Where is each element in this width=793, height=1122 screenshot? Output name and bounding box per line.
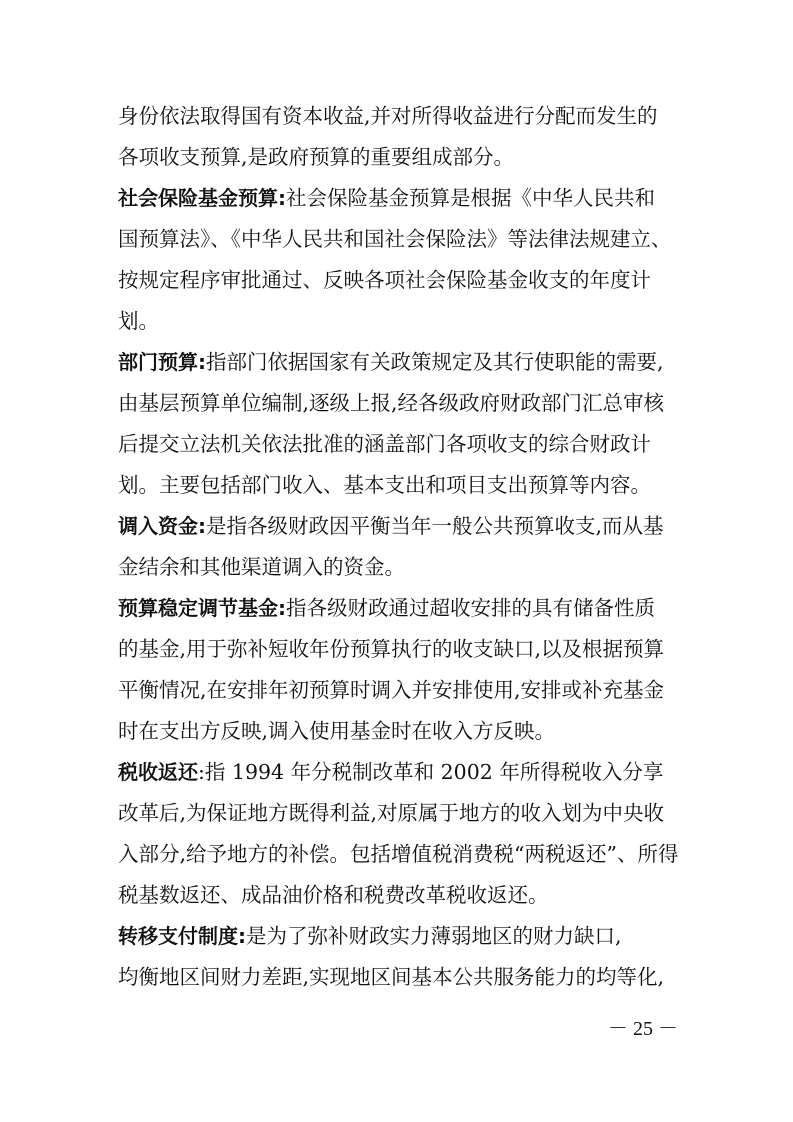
line-text: 是指各级财政因平衡当年一般公共预算收支,而从基 xyxy=(206,514,664,538)
term-label: 部门预算: xyxy=(118,350,206,374)
line-text: 指各级财政通过超收安排的具有储备性质 xyxy=(286,596,655,620)
text-line-14 xyxy=(118,629,678,670)
term-label: 税收返还 xyxy=(118,760,198,784)
line-text: 由基层预算单位编制,逐级上报,经各级政府财政部门汇总审核 xyxy=(118,391,665,415)
text-line-2 xyxy=(118,137,678,178)
line-text: 税基数返还、成品油价格和税费改革税收返还。 xyxy=(118,883,549,907)
line-text: 均衡地区间财力差距,实现地区间基本公共服务能力的均等化, xyxy=(118,965,665,989)
text-line-17 xyxy=(118,752,678,793)
text-line-9 xyxy=(118,424,678,465)
text-line-19 xyxy=(118,834,678,875)
text-line-7 xyxy=(118,342,678,383)
line-text: 是为了弥补财政实力薄弱地区的财力缺口, xyxy=(246,924,622,948)
line-text: 社会保险基金预算是根据《中华人民共和 xyxy=(286,186,655,210)
term-label: 社会保险基金预算: xyxy=(118,186,286,210)
line-text: 划。主要包括部门收入、基本支出和项目支出预算等内容。 xyxy=(118,473,651,497)
line-text: 平衡情况,在安排年初预算时调入并安排使用,安排或补充基金 xyxy=(118,678,665,702)
page-number: － 25 － xyxy=(608,1018,678,1040)
text-line-15 xyxy=(118,670,678,711)
line-text: 金结余和其他渠道调入的资金。 xyxy=(118,555,405,579)
line-text: 身份依法取得国有资本收益,并对所得收益进行分配而发生的 xyxy=(118,104,658,128)
text-line-16 xyxy=(118,711,678,752)
line-text: 改革后,为保证地方既得利益,对原属于地方的收入划为中央收 xyxy=(118,801,665,825)
text-line-11 xyxy=(118,506,678,547)
term-label: 预算稳定调节基金: xyxy=(118,596,286,620)
line-text: 时在支出方反映,调入使用基金时在收入方反映。 xyxy=(118,719,556,743)
text-line-18 xyxy=(118,793,678,834)
line-text: 指部门依据国家有关政策规定及其行使职能的需要, xyxy=(206,350,664,374)
text-line-1 xyxy=(118,96,678,137)
term-label: 调入资金: xyxy=(118,514,206,538)
text-line-21 xyxy=(118,916,678,957)
body-text xyxy=(118,96,678,998)
text-line-22 xyxy=(118,957,678,998)
line-text: 各项收支预算,是政府预算的重要组成部分。 xyxy=(118,145,515,169)
line-text: 入部分,给予地方的补偿。包括增值税消费税“两税返还”、所得 xyxy=(118,842,678,866)
text-line-13 xyxy=(118,588,678,629)
line-text: 划。 xyxy=(118,309,159,333)
text-line-4 xyxy=(118,219,678,260)
line-text: 后提交立法机关依法批准的涵盖部门各项收支的综合财政计 xyxy=(118,432,651,456)
line-text: 国预算法》、《中华人民共和国社会保险法》等法律法规建立、 xyxy=(118,227,672,251)
term-label: 转移支付制度: xyxy=(118,924,246,948)
text-line-12 xyxy=(118,547,678,588)
text-line-5 xyxy=(118,260,678,301)
text-line-20 xyxy=(118,875,678,916)
text-line-8 xyxy=(118,383,678,424)
line-text: 的基金,用于弥补短收年份预算执行的收支缺口,以及根据预算 xyxy=(118,637,665,661)
line-text: 按规定程序审批通过、反映各项社会保险基金收支的年度计 xyxy=(118,268,651,292)
line-text: :指 1994 年分税制改革和 2002 年所得税收入分享 xyxy=(198,760,664,784)
text-line-3 xyxy=(118,178,678,219)
text-line-10 xyxy=(118,465,678,506)
text-line-6 xyxy=(118,301,678,342)
